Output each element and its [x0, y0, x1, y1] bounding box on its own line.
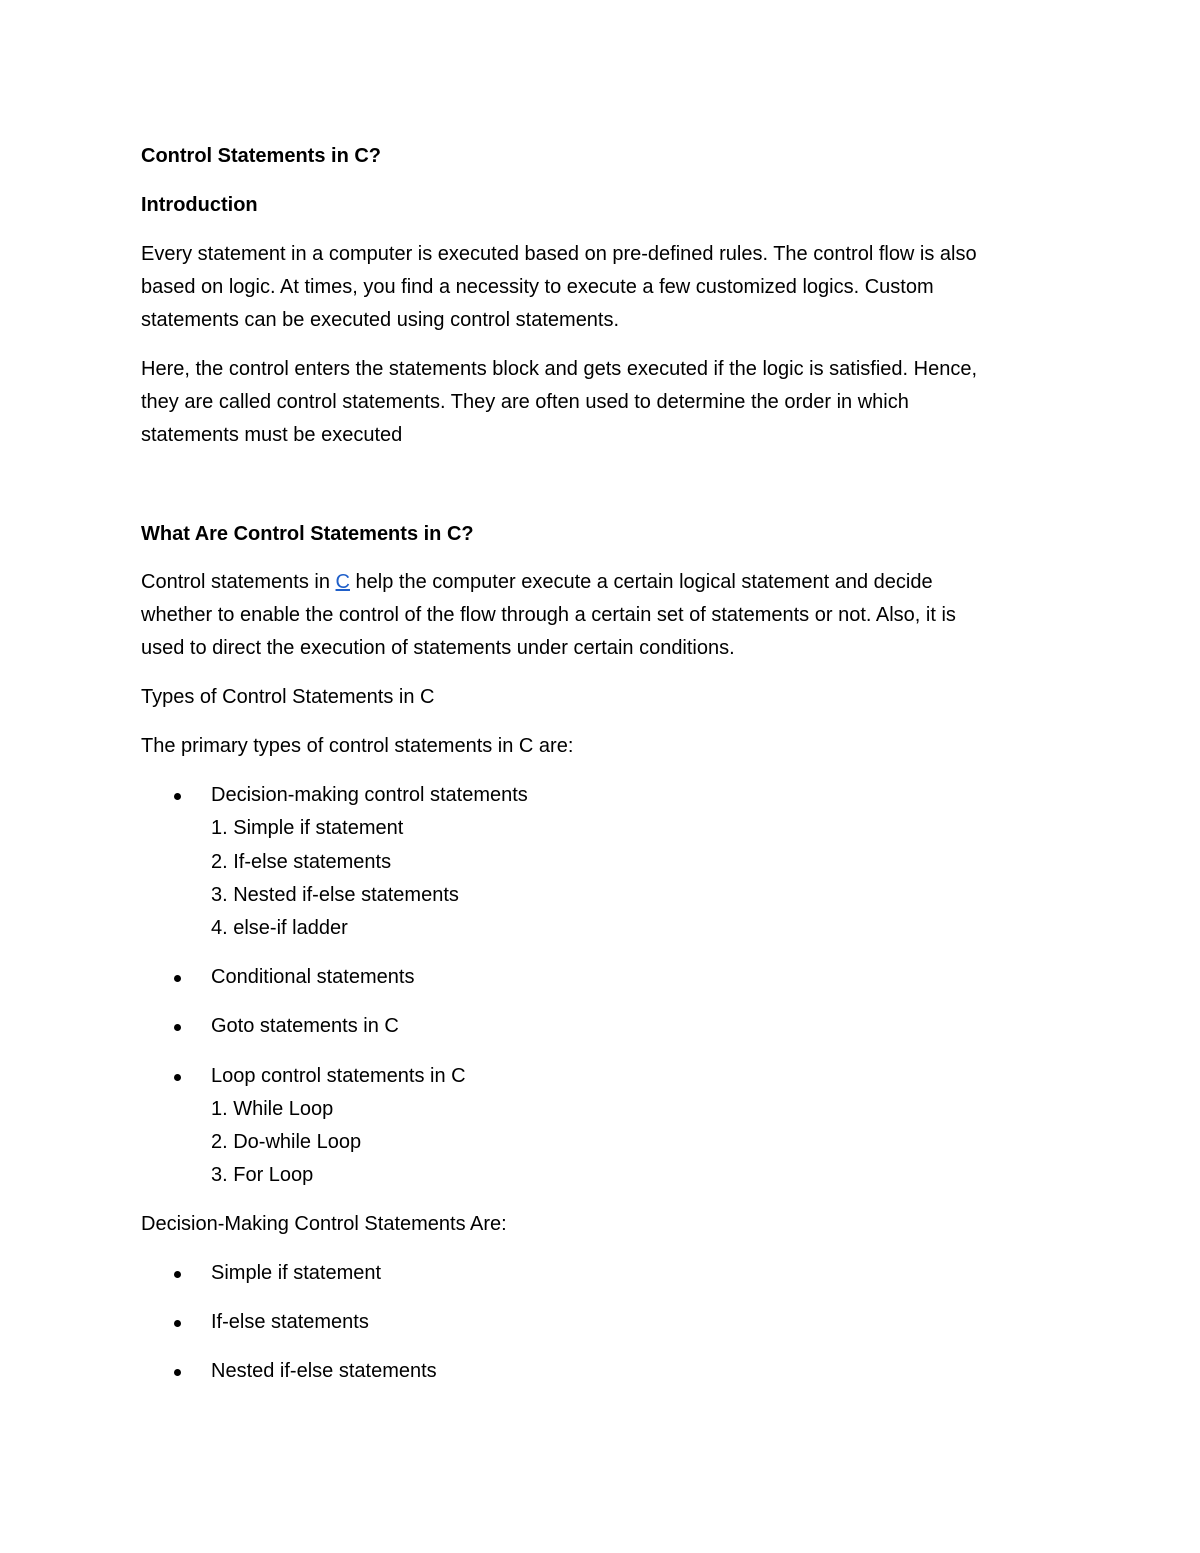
list-item-label: Nested if-else statements	[211, 1360, 437, 1382]
what-heading: What Are Control Statements in C?	[141, 523, 474, 545]
paragraph-line: Every statement in a computer is executed based on pre-defined rules. The control flow is also	[141, 243, 977, 265]
text-run: help the computer execute a certain logical statement and decide	[349, 571, 933, 593]
paragraph-line	[141, 566, 1061, 599]
document-title: Control Statements in C?	[141, 145, 382, 167]
paragraph-line: whether to enable the control of the flow through a certain set of statements or not. Also, it is	[141, 604, 956, 626]
types-intro: The primary types of control statements in C are:	[141, 735, 574, 757]
bullet-icon	[174, 1271, 181, 1278]
types-heading: Types of Control Statements in C	[141, 686, 435, 708]
sub-list-item: 4. else-if ladder	[211, 917, 348, 939]
sub-list-item: 2. If-else statements	[211, 851, 392, 873]
decision-heading: Decision-Making Control Statements Are:	[141, 1213, 507, 1235]
bullet-icon	[174, 1320, 181, 1327]
list-item-label: Conditional statements	[211, 966, 415, 988]
list-item-label: Loop control statements in C	[211, 1065, 466, 1087]
bullet-icon	[174, 1074, 181, 1081]
text-run: Control statements in	[141, 571, 336, 593]
intro-heading: Introduction	[141, 194, 258, 216]
sub-list-item: 2. Do-while Loop	[211, 1131, 362, 1153]
sub-list-item: 1. Simple if statement	[211, 817, 404, 839]
bullet-icon	[174, 1024, 181, 1031]
paragraph-line: Here, the control enters the statements block and gets executed if the logic is satisfied. Hence,	[141, 358, 978, 380]
list-item-label: If-else statements	[211, 1311, 369, 1333]
paragraph-line: used to direct the execution of statements under certain conditions.	[141, 637, 735, 659]
list-item-label: Goto statements in C	[211, 1015, 399, 1037]
c-language-link[interactable]: C	[335, 571, 350, 593]
sub-list-item: 3. Nested if-else statements	[211, 884, 459, 906]
bullet-icon	[174, 793, 181, 800]
bullet-icon	[174, 975, 181, 982]
bullet-icon	[174, 1369, 181, 1376]
paragraph-line: statements must be executed	[141, 424, 403, 446]
sub-list-item: 3. For Loop	[211, 1164, 314, 1186]
sub-list-item: 1. While Loop	[211, 1098, 334, 1120]
paragraph-line: statements can be executed using control statements.	[141, 309, 620, 331]
paragraph-line: they are called control statements. They are often used to determine the order in which	[141, 391, 909, 413]
paragraph-line: based on logic. At times, you find a necessity to execute a few customized logics. Custom	[141, 276, 934, 298]
list-item-label: Simple if statement	[211, 1262, 382, 1284]
list-item-label: Decision-making control statements	[211, 784, 528, 806]
